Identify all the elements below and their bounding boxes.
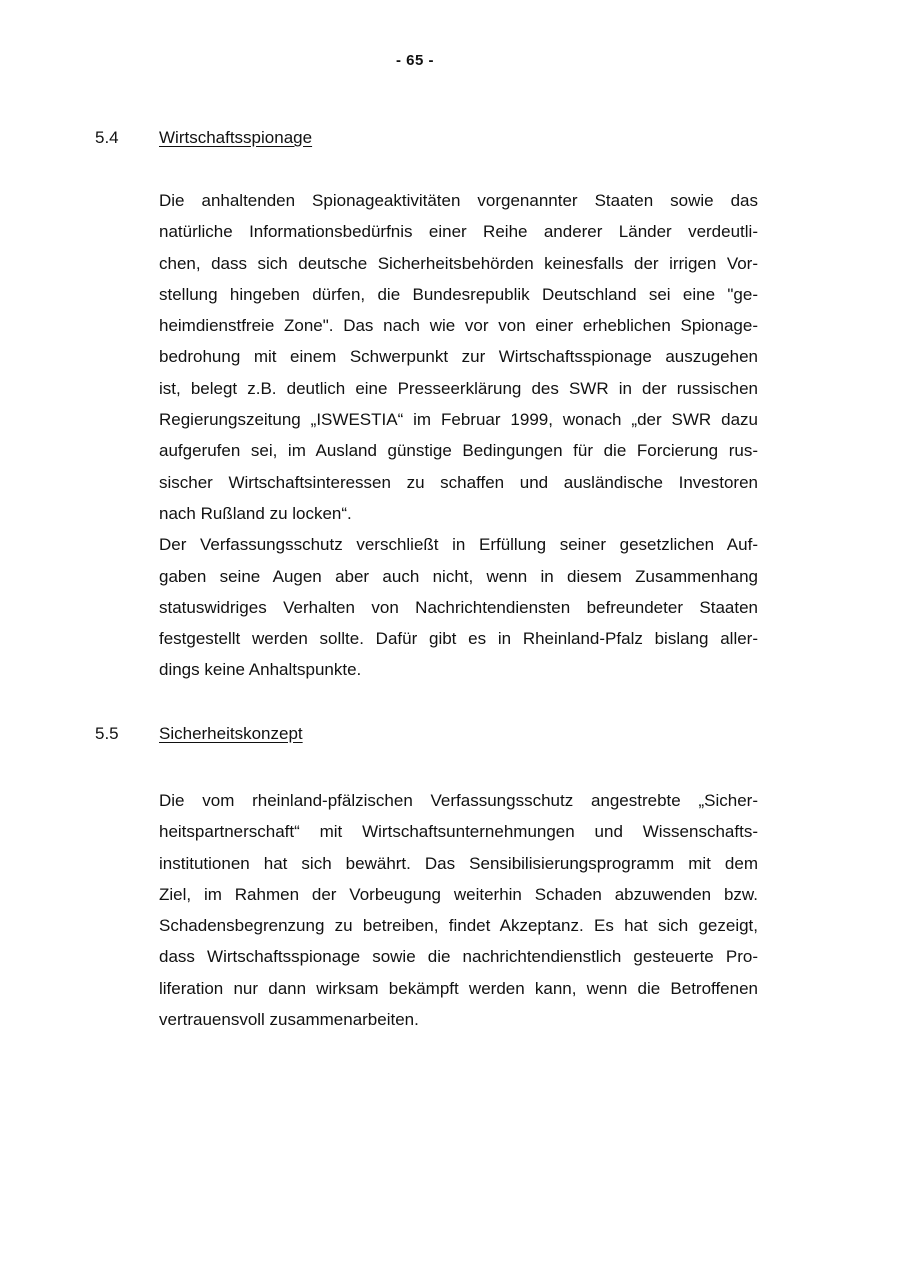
text-line: nach Rußland zu locken“. [159, 503, 352, 523]
text-line: statuswidriges Verhalten von Nachrichtendiensten befreundeter Staaten [159, 597, 758, 617]
text-line: ist, belegt z.B. deutlich eine Presseerklärung des SWR in der russischen [159, 378, 758, 398]
text-line: Der Verfassungsschutz verschließt in Erfüllung seiner gesetzlichen Auf- [159, 535, 758, 555]
section-body [159, 185, 758, 686]
text-line: heitspartnerschaft“ mit Wirtschaftsunternehmungen und Wissenschafts- [159, 822, 758, 842]
text-line: Die vom rheinland-pfälzischen Verfassungsschutz angestrebte „Sicher- [159, 791, 758, 810]
section-title: Sicherheitskonzept [159, 724, 303, 743]
text-line: aufgerufen sei, im Ausland günstige Bedingungen für die Forcierung rus- [159, 441, 758, 461]
page-number: - 65 - [395, 52, 434, 69]
text-line: Ziel, im Rahmen der Vorbeugung weiterhin Schaden abzuwenden bzw. [159, 884, 758, 904]
text-line: Die anhaltenden Spionageaktivitäten vorgenannter Staaten sowie das [159, 191, 758, 210]
text-line: heimdienstfreie Zone". Das nach wie vor von einer erheblichen Spionage- [159, 316, 758, 336]
text-line: festgestellt werden sollte. Dafür gibt es in Rheinland-Pfalz bislang aller- [159, 629, 758, 649]
text-line: Regierungszeitung „ISWESTIA“ im Februar 1999, wonach „der SWR dazu [159, 410, 758, 430]
section-title: Wirtschaftsspionage [159, 128, 313, 147]
text-line: chen, dass sich deutsche Sicherheitsbehörden keinesfalls der irrigen Vor- [159, 253, 758, 273]
text-line: gaben seine Augen aber auch nicht, wenn in diesem Zusammenhang [159, 566, 758, 586]
paragraph [159, 529, 758, 685]
section-heading [0, 128, 900, 152]
text-line: dass Wirtschaftsspionage sowie die nachrichtendienstlich gesteuerte Pro- [159, 947, 758, 967]
section-number: 5.5 [95, 724, 119, 743]
text-line: dings keine Anhaltspunkte. [159, 660, 362, 680]
paragraph [159, 785, 758, 1035]
text-line: natürliche Informationsbedürfnis einer Reihe anderer Länder verdeutli- [159, 222, 758, 242]
text-line: bedrohung mit einem Schwerpunkt zur Wirtschaftsspionage auszugehen [159, 347, 758, 367]
section-heading [0, 724, 900, 748]
text-line: sischer Wirtschaftsinteressen zu schaffen und ausländische Investoren [159, 472, 758, 492]
text-line: institutionen hat sich bewährt. Das Sensibilisierungsprogramm mit dem [159, 853, 758, 873]
paragraph [159, 185, 758, 529]
section-body [159, 785, 758, 1035]
section-number: 5.4 [95, 128, 119, 147]
text-line: vertrauensvoll zusammenarbeiten. [159, 1010, 419, 1030]
text-line: Schadensbegrenzung zu betreiben, findet Akzeptanz. Es hat sich gezeigt, [159, 916, 758, 936]
text-line: stellung hingeben dürfen, die Bundesrepublik Deutschland sei eine "ge- [159, 284, 758, 304]
text-line: liferation nur dann wirksam bekämpft werden kann, wenn die Betroffenen [159, 978, 758, 998]
